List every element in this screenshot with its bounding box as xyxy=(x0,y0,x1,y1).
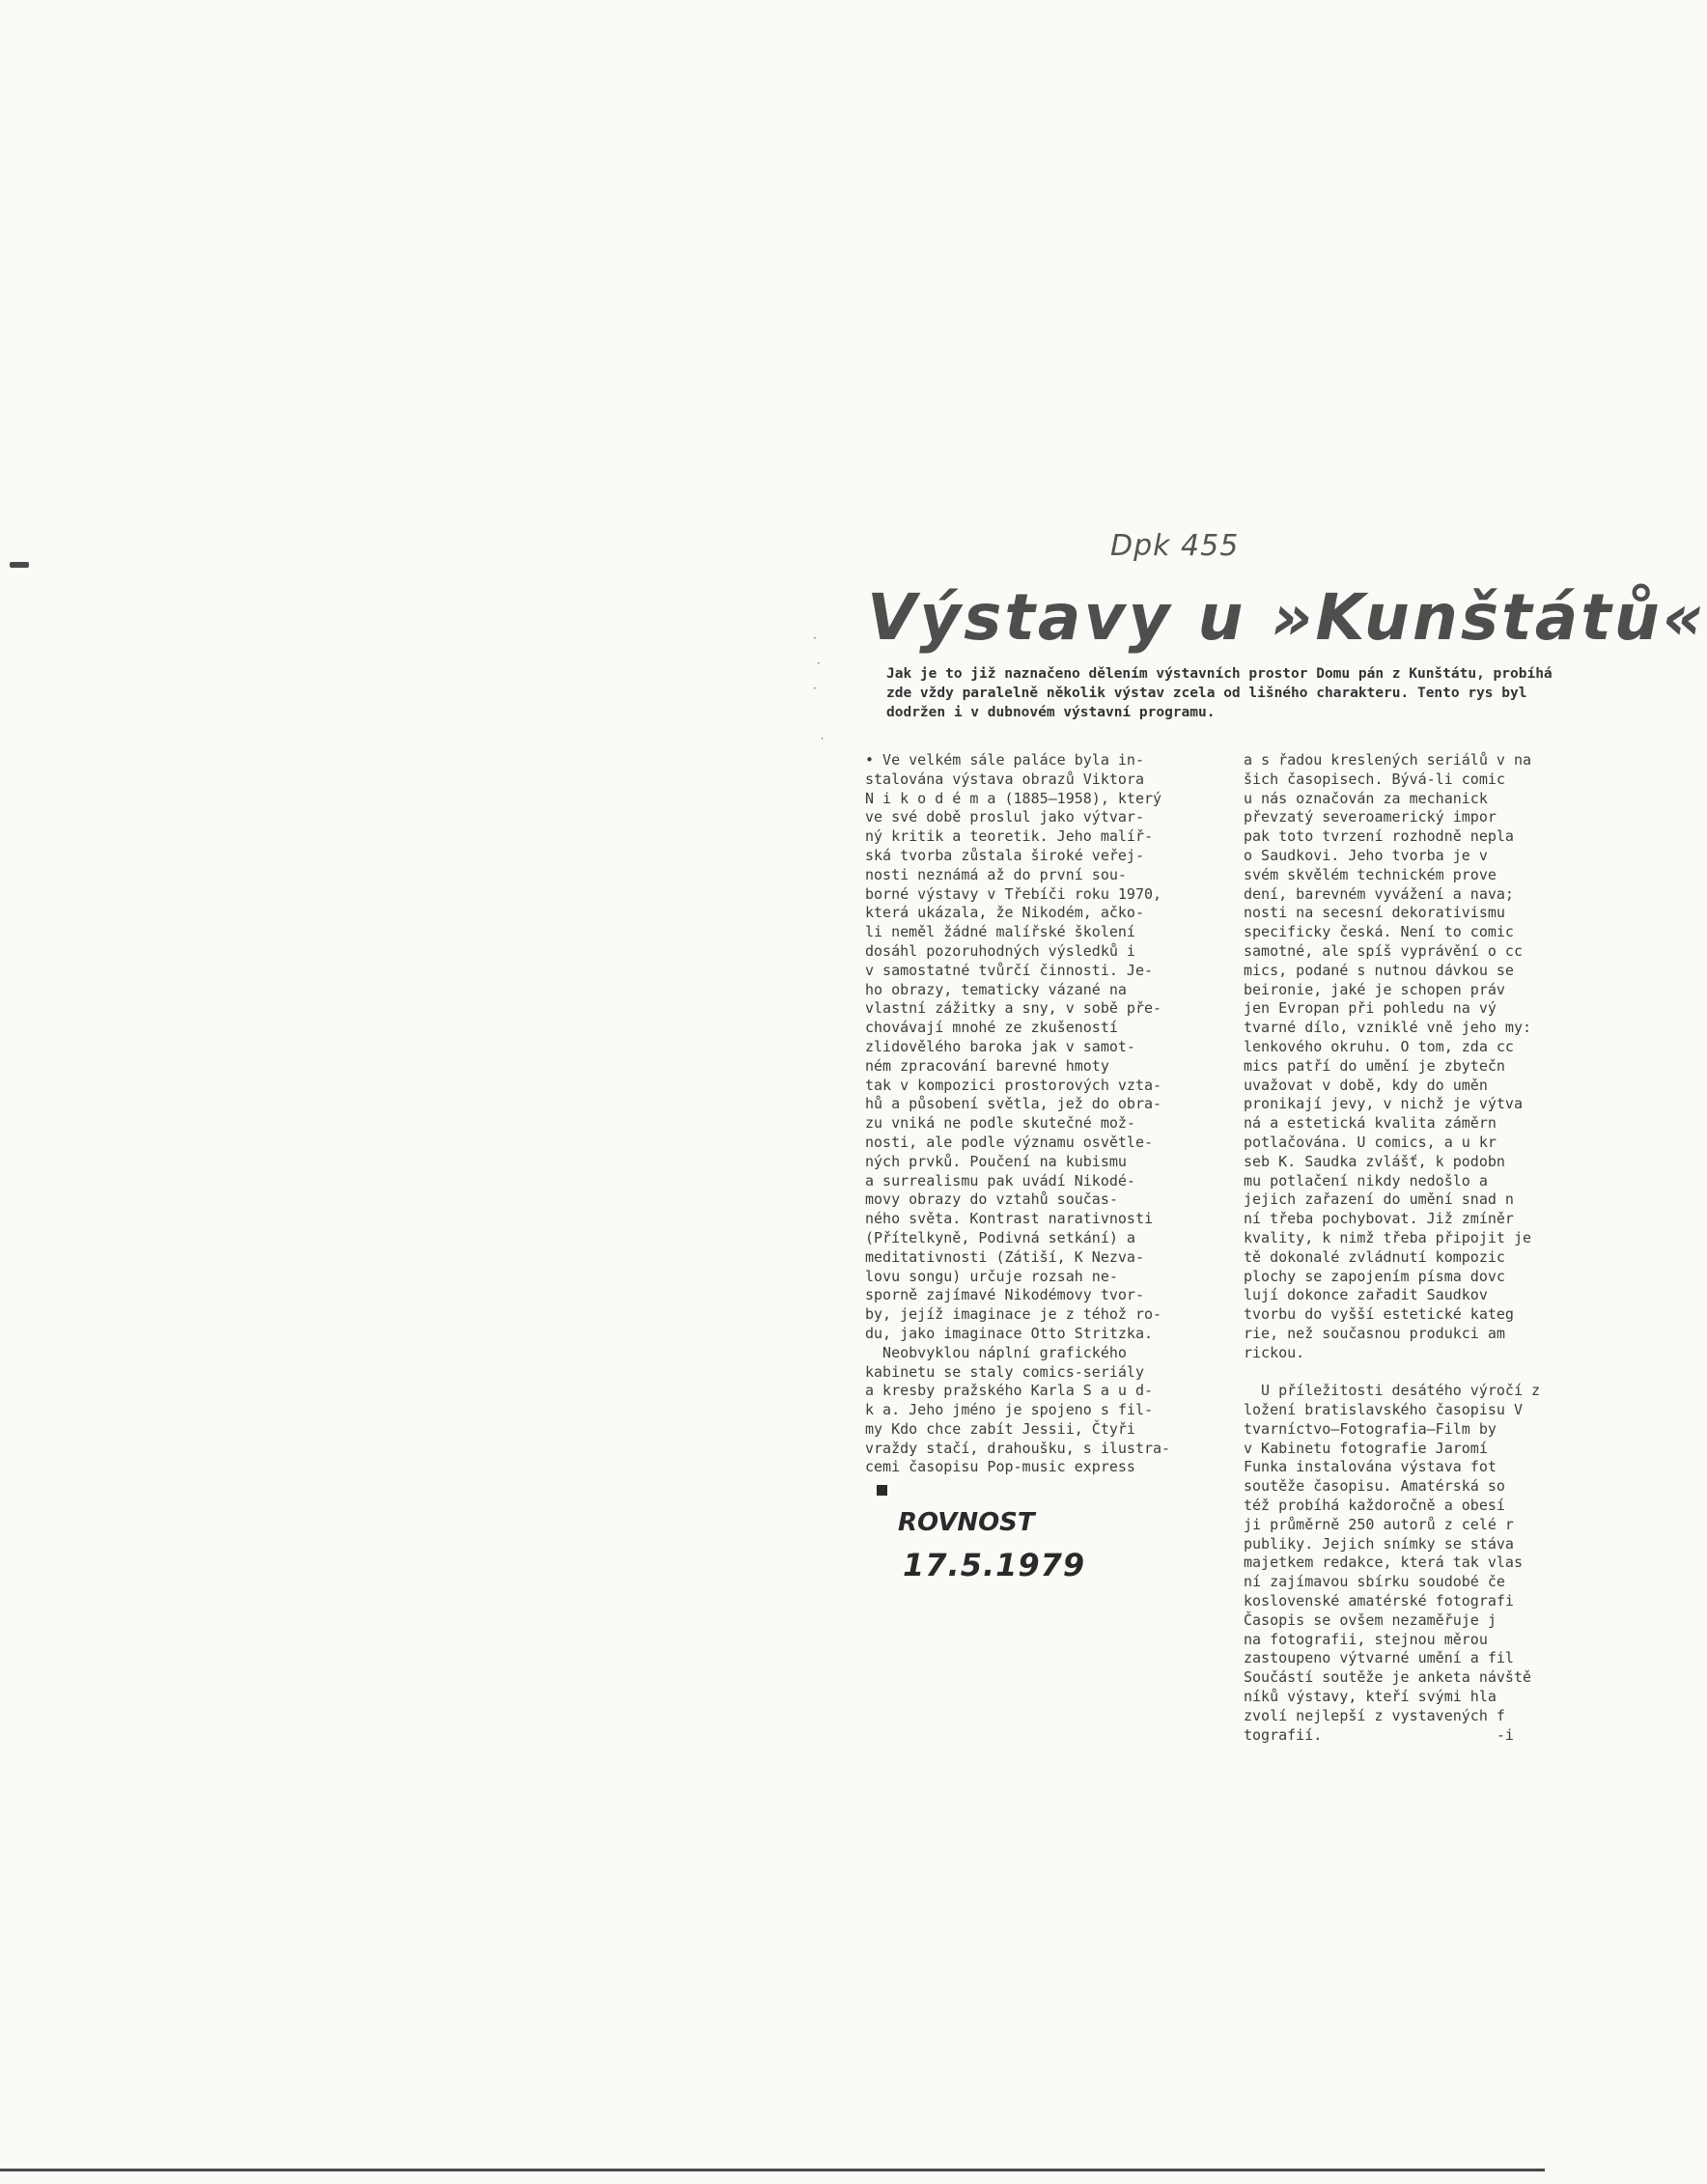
margin-specks: · · · · xyxy=(813,631,825,745)
headline: Výstavy u »Kunštátů« xyxy=(867,580,1707,655)
handwritten-archive-reference: Dpk 455 xyxy=(1110,529,1240,563)
end-square-mark xyxy=(877,1485,887,1496)
lead-paragraph: Jak je to již naznačeno dělením výstavních prostor Domu pán z Kunštátu, probíhá zde vždy paralelně několik výstav zcela od lišného charakteru. Tento rys byl dodržen i v dubnovém výstavní programu. xyxy=(886,666,1553,720)
article-column-left: • Ve velkém sále paláce byla in- stalována výstava obrazů Viktora N i k o d é m a (1885—1958), který ve své době proslul jako výtvar- ný kritik a teoretik. Jeho malíř- ská tvorba zůstala široké veřej- nosti neznámá až do první sou- borné výstavy v Třebíči roku 1970, která ukázala, že Nikodém, ačko- li neměl žádné malířské školení dosáhl pozoruhodných výsledků i v samostatné tvůrčí činnosti. Je- ho obrazy, tematicky vázané na vlastní zážitky a sny, v sobě pře- chovávají mnohé ze zkušeností zlidovělého baroka jak v samot- ném zpracování barevné hmoty tak v kompozici prostorových vzta- hů a působení světla, jež do obra- zu vniká ne podle skutečné mož- nosti, ale podle významu osvětle- ných prvků. Poučení na kubismu a surrealismu pak uvádí Nikodé- movy obrazy do vztahů součas- ného světa. Kontrast narativnosti (Přítelkyně, Podivná setkání) a meditativnosti (Zátiší, K Nezva- lovu songu) určuje rozsah ne- sporně zajímavé Nikodémovy tvor- by, jejíž imaginace je z téhož ro- du, jako imaginace Otto Stritzka. Neobvyklou náplní grafického kabinetu se staly comics-seriály a kresby pražského Karla S a u d- k a. Jeho jméno je spojeno s fil- my Kdo chce zabít Jessii, Čtyři vraždy stačí, drahoušku, s ilustra- cemi časopisu Pop-music express xyxy=(865,751,1171,1476)
handwritten-source: ROVNOST xyxy=(898,1508,1035,1537)
edge-scan-mark xyxy=(10,562,29,568)
bottom-edge-line xyxy=(0,2169,1545,2171)
article-column-right: a s řadou kreslených seriálů v na šich časopisech. Bývá-li comic u nás označován za mechanick převzatý severoamerický impor pak toto tvrzení rozhodně nepla o Saudkovi. Jeho tvorba je v svém skvělém technickém prove dení, barevném vyvážení a nava; nosti na secesní dekorativismu specificky česká. Není to comic samotné, ale spíš vyprávění o cc mics, podané s nutnou dávkou se beironie, jaké je schopen práv jen Evropan při pohledu na vý tvarné dílo, vzniklé vně jeho my: lenkového okruhu. O tom, zda cc mics patří do umění je zbytečn uvažovat v době, kdy do uměn pronikají jevy, v nichž je výtva ná a estetická kvalita záměrn potlačována. U comics, a u kr seb K. Saudka zvlášť, k podobn mu potlačení nikdy nedošlo a jejich zařazení do umění snad n ní třeba pochybovat. Již zmíněr kvality, k nimž třeba připojit je tě dokonalé zvládnutí kompozic plochy se zapojením písma dovc lují dokonce zařadit Saudkov tvorbu do vyšší estetické kateg rie, než současnou produkci am rickou. U příležitosti desátého výročí z ložení bratislavského časopisu V tvarníctvo—Fotografia—Film by v Kabinetu fotografie Jaromí Funka instalována výstava fot soutěže časopisu. Amatérská so též probíhá každoročně a obesí ji průměrně 250 autorů z celé r publiky. Jejich snímky se stáva majetkem redakce, která tak vlas ní zajímavou sbírku soudobé če koslovenské amatérské fotografi Časopis se ovšem nezaměřuje j na fotografii, stejnou měrou zastoupeno výtvarné umění a fil Součástí soutěže je anketa návště níků výstavy, kteří svými hla zvolí nejlepší z vystavených f tografií. -i xyxy=(1244,751,1541,1744)
handwritten-date: 17.5.1979 xyxy=(903,1547,1086,1583)
